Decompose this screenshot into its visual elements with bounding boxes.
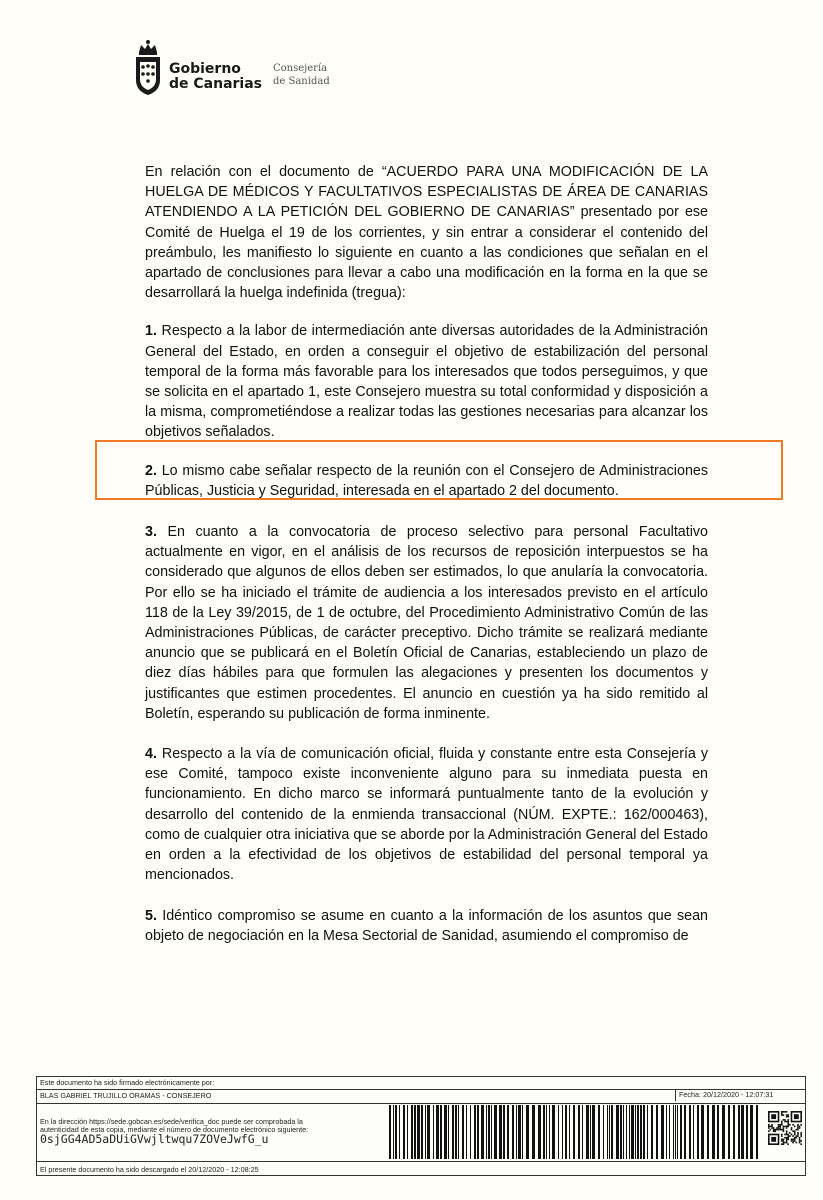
point-text: Idéntico compromiso se asume en cuanto a la información de los asuntos que sean objeto de negociación en la Mesa Sectorial de Sanidad, asumiendo el compromiso de — [145, 907, 708, 944]
barcode — [389, 1105, 759, 1159]
letter-body — [145, 162, 708, 966]
signer-name: BLAS GABRIEL TRUJILLO ORAMAS - CONSEJERO — [40, 1091, 212, 1100]
verify-line-1: En la dirección https://sede.gobcan.es/sede/verifica_doc puede ser comprobada la — [40, 1117, 303, 1126]
department-name — [273, 62, 330, 88]
download-note: El presente documento ha sido descargado el 20/12/2020 - 12:08:25 — [40, 1165, 259, 1174]
dept-line-1: Consejería — [273, 63, 328, 74]
point-text: Lo mismo cabe señalar respecto de la reunión con el Consejero de Administraciones Públicas, Justicia y Seguridad, interesada en el apartado 2 del documento. — [145, 462, 708, 499]
highlight-box — [95, 440, 783, 500]
point-number: 2. — [145, 462, 157, 479]
point-number: 5. — [145, 907, 157, 924]
point-text: En cuanto a la convocatoria de proceso selectivo para personal Facultativo actualmente en vigor, en el análisis de los recursos de reposición interpuestos se ha considerado que algunos de ellos deben ser estimados, lo que anularía la convocatoria. Por ello se ha iniciado el trámite de audiencia a los interesados previsto en el artículo 118 de la Ley 39/2015, de 1 de octubre, del Procedimiento Administrativo Común de las Administraciones Públicas, de carácter preceptivo. Dicho trámite se realizará mediante anuncio que se publicará en el Boletín Oficial de Canarias, estableciendo un plazo de diez días hábiles para que formulen las alegaciones y presenten los documentos y justificantes que estimen procedentes. El anuncio en cuestión ya ha sido remitido al Boletín, esperando su publicación de forma inminente. — [145, 524, 708, 722]
signed-label: Este documento ha sido firmado electrónicamente por: — [40, 1078, 215, 1087]
point-number: 4. — [145, 746, 157, 763]
point-4 — [145, 744, 708, 885]
canarias-coat-of-arms-logo — [133, 38, 163, 96]
point-5 — [145, 906, 708, 946]
verify-line-2: autenticidad de esta copia, mediante el número de documento electrónico siguiente: — [40, 1125, 309, 1134]
signer-row — [37, 1089, 805, 1104]
signature-date: Fecha: 20/12/2020 - 12:07:31 — [675, 1089, 804, 1101]
point-text: Respecto a la vía de comunicación oficial, fluida y constante entre esta Consejería y ese Comité, tampoco existe inconveniente alguno para su inmediata puesta en funcionamiento. En dicho marco se informará puntualmente tanto de la evolución y desarrollo del contenido de la enmienda transaccional (NÚM. EXPTE.: 162/000463), como de cualquier otra iniciativa que se aborde por la Administración General del Estado en orden a la efectividad de los objetivos de estabilidad del personal temporal ya mencionados. — [145, 746, 708, 884]
point-text: Respecto a la labor de intermediación ante diversas autoridades de la Administración General del Estado, en orden a conseguir el objetivo de estabilización del personal temporal de la forma más favorable para los interesados que todos perseguimos, y que se solicita en el apartado 1, este Consejero muestra su total conformidad y disposición a la misma, comprometiéndose a realizar todas las gestiones necesarias para alcanzar los objetivos señalados. — [145, 323, 708, 441]
intro-paragraph: En relación con el documento de “ACUERDO PARA UNA MODIFICACIÓN DE LA HUELGA DE MÉDICOS Y FACULTATIVOS ESPECIALISTAS DE ÁREA DE CANARIAS ATENDIENDO A LA PETICIÓN DEL GOBIERNO DE CANARIAS” presentado por ese Comité de Huelga el 19 de los corrientes, y sin entrar a considerar el contenido del preámbulo, les manifiesto lo siguiente en cuanto a las condiciones que señalan en el apartado de conclusiones para llevar a cabo una modificación en la forma en la que se desarrollará la huelga indefinida (tregua): — [145, 164, 708, 302]
government-name — [169, 62, 262, 92]
gov-line-1: Gobierno — [169, 61, 241, 77]
point-3 — [145, 522, 708, 724]
point-number: 3. — [145, 524, 157, 541]
signature-verification-block — [36, 1076, 806, 1176]
qr-code[interactable] — [768, 1111, 802, 1145]
document-code: 0sjGG4AD5aDUiGVwjltwqu7ZOVeJwfG_u — [40, 1132, 269, 1146]
download-row — [37, 1161, 805, 1174]
point-number: 1. — [145, 323, 157, 340]
dept-line-2: de Sanidad — [273, 76, 330, 87]
gov-line-2: de Canarias — [169, 76, 263, 92]
point-1 — [145, 321, 708, 442]
